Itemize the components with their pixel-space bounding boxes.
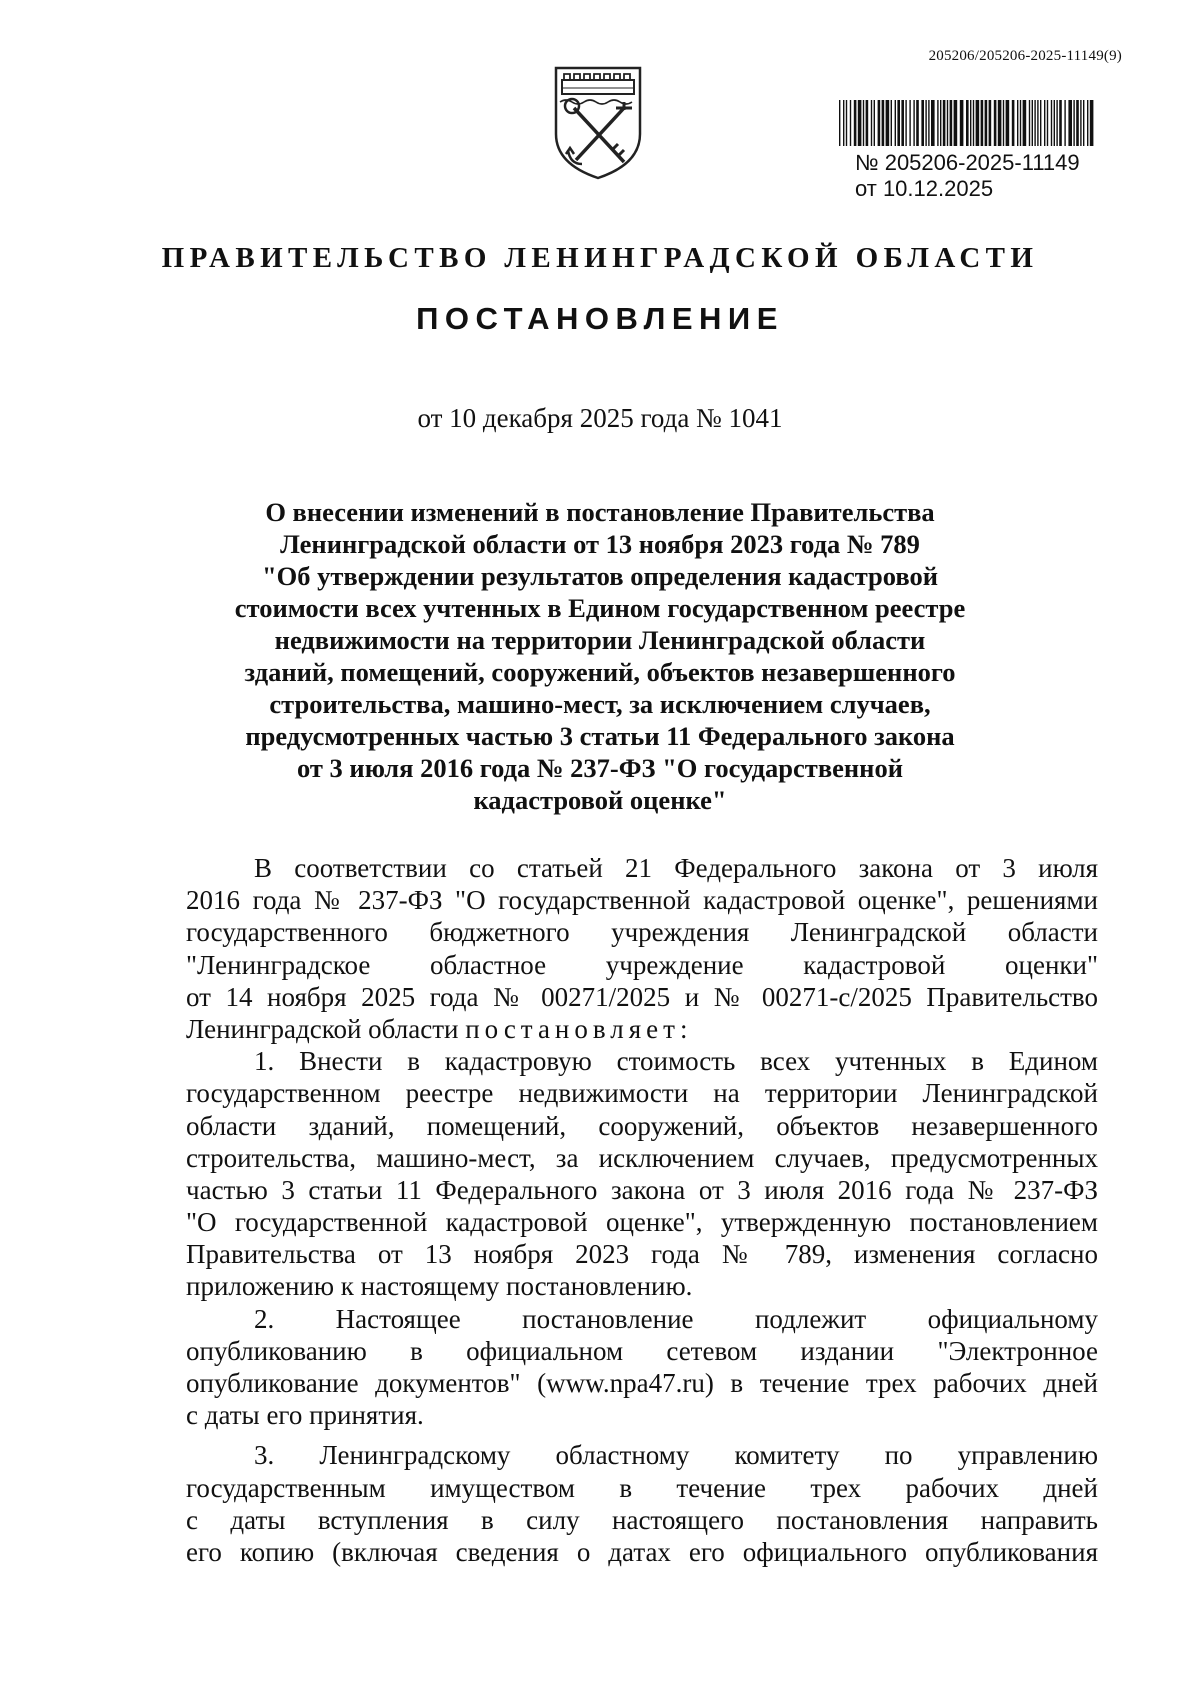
barcode-bar [1003,100,1004,146]
paragraph-2-line: опубликованию в официальном сетевом издании "Электронное [186,1335,1098,1366]
subject-line: недвижимости на территории Ленинградской области [274,625,926,655]
barcode-bar [1051,100,1052,146]
barcode-bar [1023,100,1027,146]
barcode-bar [928,100,929,146]
subject-line: предусмотренных частью 3 статьи 11 Федерального закона [245,721,955,751]
paragraph-1-line: Правительства от 13 ноября 2023 года № 789, изменения согласно [186,1239,1098,1270]
barcode-bar [1059,100,1062,146]
barcode-bar [850,100,851,146]
barcode-bar [1047,100,1048,146]
paragraph-2-line: с даты его принятия. [186,1400,424,1431]
barcode-bar [940,100,941,146]
barcode-bar [854,100,857,146]
preamble-line: государственного бюджетного учреждения Ленинградской области [186,917,1098,948]
barcode-bar [966,100,969,146]
barcode-bar [994,100,997,146]
document-body [186,852,1098,1568]
registration-date: от 10.12.2025 [855,176,994,201]
subject-line: стоимости всех учтенных в Едином государственном реестре [234,593,966,623]
barcode-bar [839,100,840,146]
preamble-line-final [186,1013,1098,1045]
barcode-bar [973,100,974,146]
subject-line: строительства, машино-мест, за исключением случаев, [269,689,931,719]
barcode-bar [921,100,924,146]
paragraph-1-line: области зданий, помещений, сооружений, объектов незавершенного [186,1110,1098,1141]
barcode-bar [989,100,992,146]
barcode-bar [913,100,914,146]
barcode-bar [858,100,862,146]
barcode-bar [891,100,892,146]
subject-line: Ленинградской области от 13 ноября 2023 года № 789 [280,529,920,559]
barcode-bar [1073,100,1074,146]
barcode-bar [1029,100,1030,146]
barcode-bar [916,100,919,146]
barcode-bar [901,100,904,146]
paragraph-3-line: с даты вступления в силу настоящего постановления направить [186,1504,1098,1535]
barcode-bar [960,100,964,146]
barcode-bar [866,100,869,146]
barcode-bar [871,100,872,146]
barcode-bar [1083,100,1084,146]
barcode-bar [905,100,906,146]
barcode-bar [1012,100,1015,146]
registration-stamp [855,150,1080,202]
paragraph-3-line: его копию (включая сведения о датах его официального опубликования [186,1536,1098,1567]
barcode-bar [1056,100,1057,146]
document-type-title: ПОСТАНОВЛЕНИЕ [416,301,784,336]
barcode-bar [863,100,864,146]
barcode-bar [1020,100,1021,146]
barcode-bar [1032,100,1033,146]
document-date-number: от 10 декабря 2025 года № 1041 [417,403,783,433]
preamble-line: 2016 года № 237-ФЗ "О государственной кадастровой оценке", решениями [186,885,1098,916]
paragraph-1-line: строительства, машино-мест, за исключением случаев, предусмотренных [186,1142,1098,1173]
barcode-bar [878,100,881,146]
barcode-bar [976,100,980,146]
barcode-bar [1044,100,1045,146]
paragraph-3-line: государственным имуществом в течение трех рабочих дней [186,1472,1098,1503]
document-reference-code: 205206/205206-2025-11149(9) [928,48,1122,64]
barcode-bar [1006,100,1010,146]
paragraph-1-line: частью 3 статьи 11 Федерального закона от 3 июля 2016 года № 237-ФЗ [186,1174,1098,1205]
paragraph-1-line: 1. Внести в кадастровую стоимость всех учтенных в Едином [254,1046,1098,1077]
barcode-bar [874,100,875,146]
subject-line: кадастровой оценке" [473,785,727,815]
barcode-bar [985,100,988,146]
paragraph-1-line: приложению к настоящему постановлению. [186,1271,693,1302]
paragraph-2-line: опубликование документов" (www.npa47.ru) в течение трех рабочих дней [186,1368,1098,1398]
barcode-bar [1040,100,1041,146]
government-title: ПРАВИТЕЛЬСТВО ЛЕНИНГРАДСКОЙ ОБЛАСТИ [161,242,1039,274]
barcode-bar [846,100,847,146]
preamble-line: "Ленинградское областное учреждение кадастровой оценки" [186,949,1098,980]
preamble-line: В соответствии со статьей 21 Федерального закона от 3 июля [254,853,1098,883]
barcode-bar [909,100,910,146]
subject-line: от 3 июля 2016 года № 237-ФЗ "О государственной [297,753,903,783]
barcode-bar [882,100,885,146]
barcode-bar [1090,100,1094,146]
barcode-bar [1017,100,1018,146]
paragraph-1-line: государственном реестре недвижимости на территории Ленинградской [186,1078,1098,1109]
barcode-bar [895,100,896,146]
barcode-bar [1054,100,1055,146]
barcode-bar [1034,100,1035,146]
barcode-bar [947,100,948,146]
subject-line: зданий, помещений, сооружений, объектов незавершенного [244,657,956,687]
barcode-bar [950,100,953,146]
barcode-bar [925,100,926,146]
barcode-bar [1076,100,1079,146]
subject-line: О внесении изменений в постановление Правительства [265,497,935,527]
barcode-bar [1080,100,1081,146]
barcode [837,100,1097,146]
barcode-bar [1064,100,1065,146]
barcode-bar [937,100,938,146]
resolves-word: постановляет: [465,1013,693,1044]
preamble-line: от 14 ноября 2025 года № 00271/2025 и № 00271-с/2025 Правительство [186,981,1098,1012]
barcode-bar [970,100,971,146]
barcode-bar [897,100,900,146]
barcode-bar [886,100,890,146]
barcode-bar [931,100,935,146]
barcode-bar [843,100,844,146]
barcode-bar [954,100,958,146]
barcode-bar [981,100,984,146]
document-subject [180,496,1020,816]
registration-number: № 205206-2025-11149 [855,150,1080,175]
barcode-bar [1068,100,1072,146]
coat-of-arms-icon [552,64,644,182]
paragraph-3-line: 3. Ленинградскому областному комитету по управлению [254,1440,1098,1471]
barcode-bar [1037,100,1038,146]
paragraph-1-line: "О государственной кадастровой оценке", утвержденную постановлением [186,1207,1098,1238]
barcode-bar [998,100,1002,146]
paragraph-2-line: 2. Настоящее постановление подлежит официальному [254,1303,1098,1334]
preamble-final-text: Ленинградской области [186,1013,459,1044]
subject-line: "Об утверждении результатов определения кадастровой [261,561,939,591]
barcode-bar [943,100,946,146]
barcode-bar [1087,100,1088,146]
